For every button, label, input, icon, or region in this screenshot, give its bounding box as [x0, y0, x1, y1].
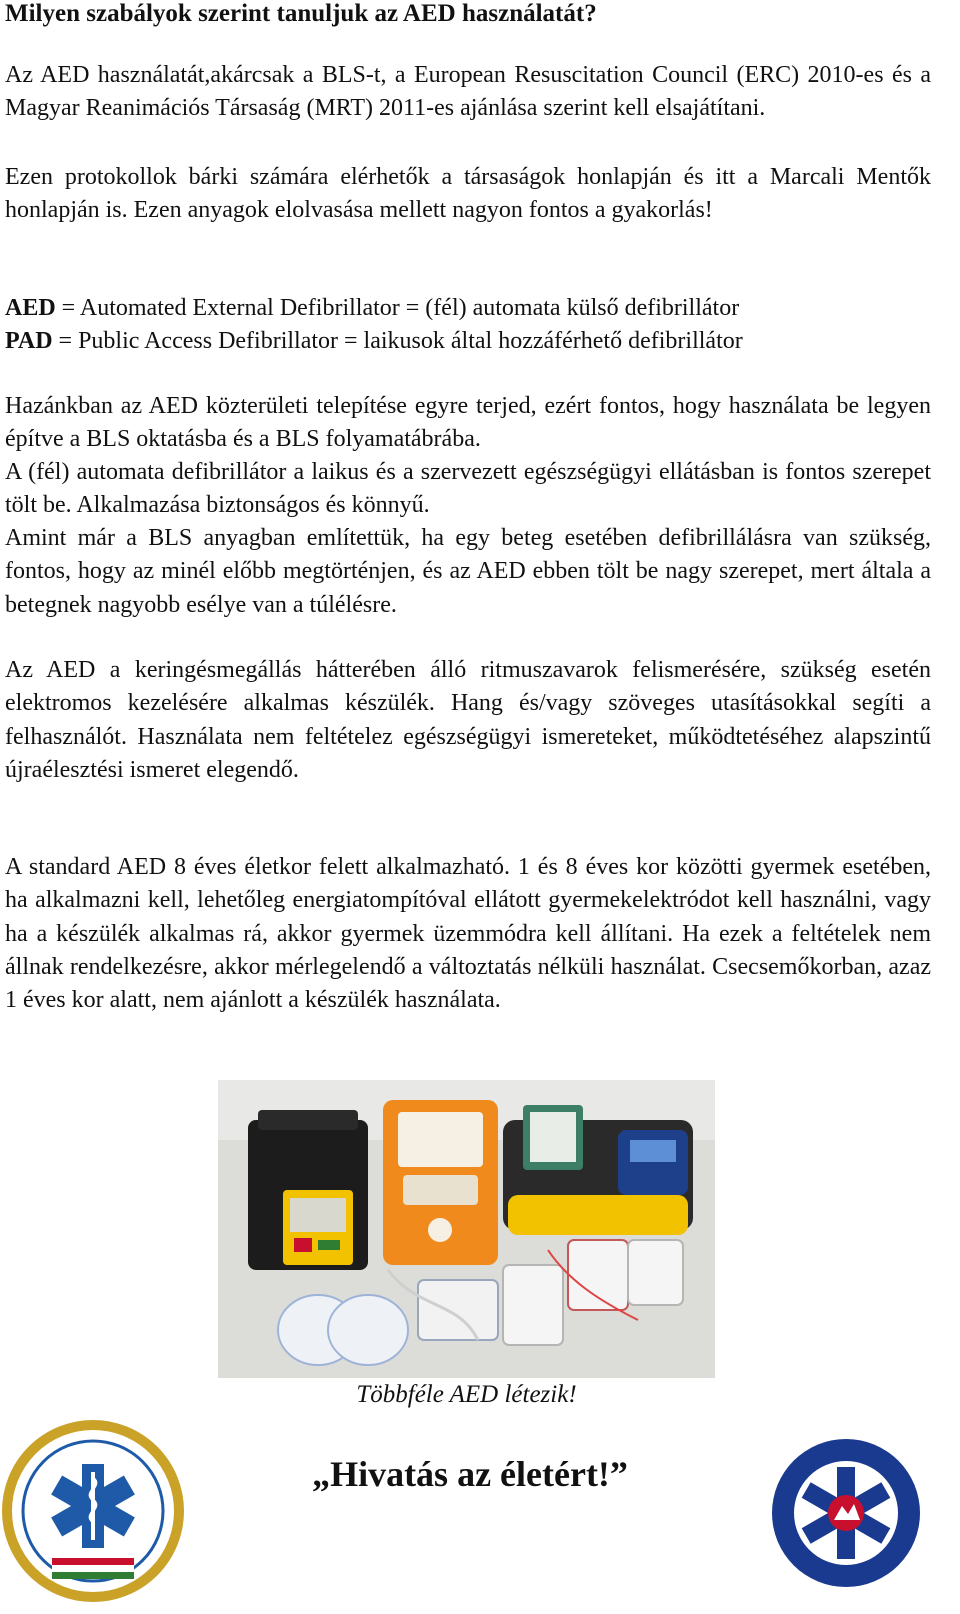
definition-aed: [5, 292, 931, 325]
marcali-mentok-logo: [768, 1418, 924, 1608]
body-paragraph-3: Amint már a BLS anyagban említettük, ha egy beteg esetében defibrillálásra van szükség, fontos, hogy az minél előbb megtörténjen, és az AED ebben tölt be nagy szerepet, mert általa a betegnek nagyobb esélye van a túlélésre.: [5, 525, 931, 618]
intro-paragraph-2: Ezen protokollok bárki számára elérhetők a társaságok honlapján és itt a Marcali Mentők honlapján is. Ezen anyagok elolvasása mellett nagyon fontos a gyakorlás!: [5, 164, 931, 224]
definitions-block: [5, 292, 931, 359]
body-paragraph-2: A (fél) automata defibrillátor a laikus és a szervezett egészségügyi ellátásban is fontos szerepet tölt be. Alkalmazása biztonságos és könnyű.: [5, 459, 931, 519]
body-paragraph-5: A standard AED 8 éves életkor felett alkalmazható. 1 és 8 éves kor közötti gyermek esetében, ha alkalmazni kell, lehetőleg energiatompítóval ellátott gyermekelektródot kell használni, vagy ha a készülék alkalmas rá, akkor gyermek üzemmódra kell állítani. Ha ezek a feltételek nem állnak rendelkezésre, akkor mérlegelendő a változtatás nélküli használat. Csecsemőkorban, azaz 1 éves kor alatt, nem ajánlott a készülék használata.: [5, 854, 931, 1014]
body-paragraph-1: Hazánkban az AED közterületi telepítése egyre terjed, ezért fontos, hogy használata be legyen építve a BLS oktatásba és a BLS folyamatábrába.: [5, 393, 931, 453]
omsz-logo: [0, 1418, 186, 1604]
definition-abbr: PAD: [5, 328, 53, 355]
definition-text: = Public Access Defibrillator = laikusok által hozzáférhető defibrillátor: [52, 328, 743, 355]
definition-text: = Automated External Defibrillator = (fél) automata külső defibrillátor: [55, 295, 740, 321]
page-title: Milyen szabályok szerint tanuljuk az AED használatát?: [5, 0, 597, 27]
body-paragraph-4: Az AED a keringésmegállás hátterében álló ritmuszavarok felismerésére, szükség esetén elektromos kezelésére alkalmas készülék. Hang és/vagy szöveges utasításokkal segíti a felhasználót. Használata nem feltételez egészségügyi ismereteket, működtetéséhez alapszintű újraélesztési ismeret elegendő.: [5, 657, 931, 783]
figure-caption: Többféle AED létezik!: [356, 1381, 577, 1408]
definition-abbr: AED: [5, 295, 56, 321]
motto: „Hivatás az életért!”: [312, 1454, 628, 1494]
aed-devices-photo: [218, 1080, 715, 1378]
definition-pad: [5, 325, 931, 358]
intro-paragraph-1: Az AED használatát,akárcsak a BLS-t, a European Resuscitation Council (ERC) 2010-es és a Magyar Reanimációs Társaság (MRT) 2011-es ajánlása szerint kell elsajátítani.: [5, 62, 931, 122]
